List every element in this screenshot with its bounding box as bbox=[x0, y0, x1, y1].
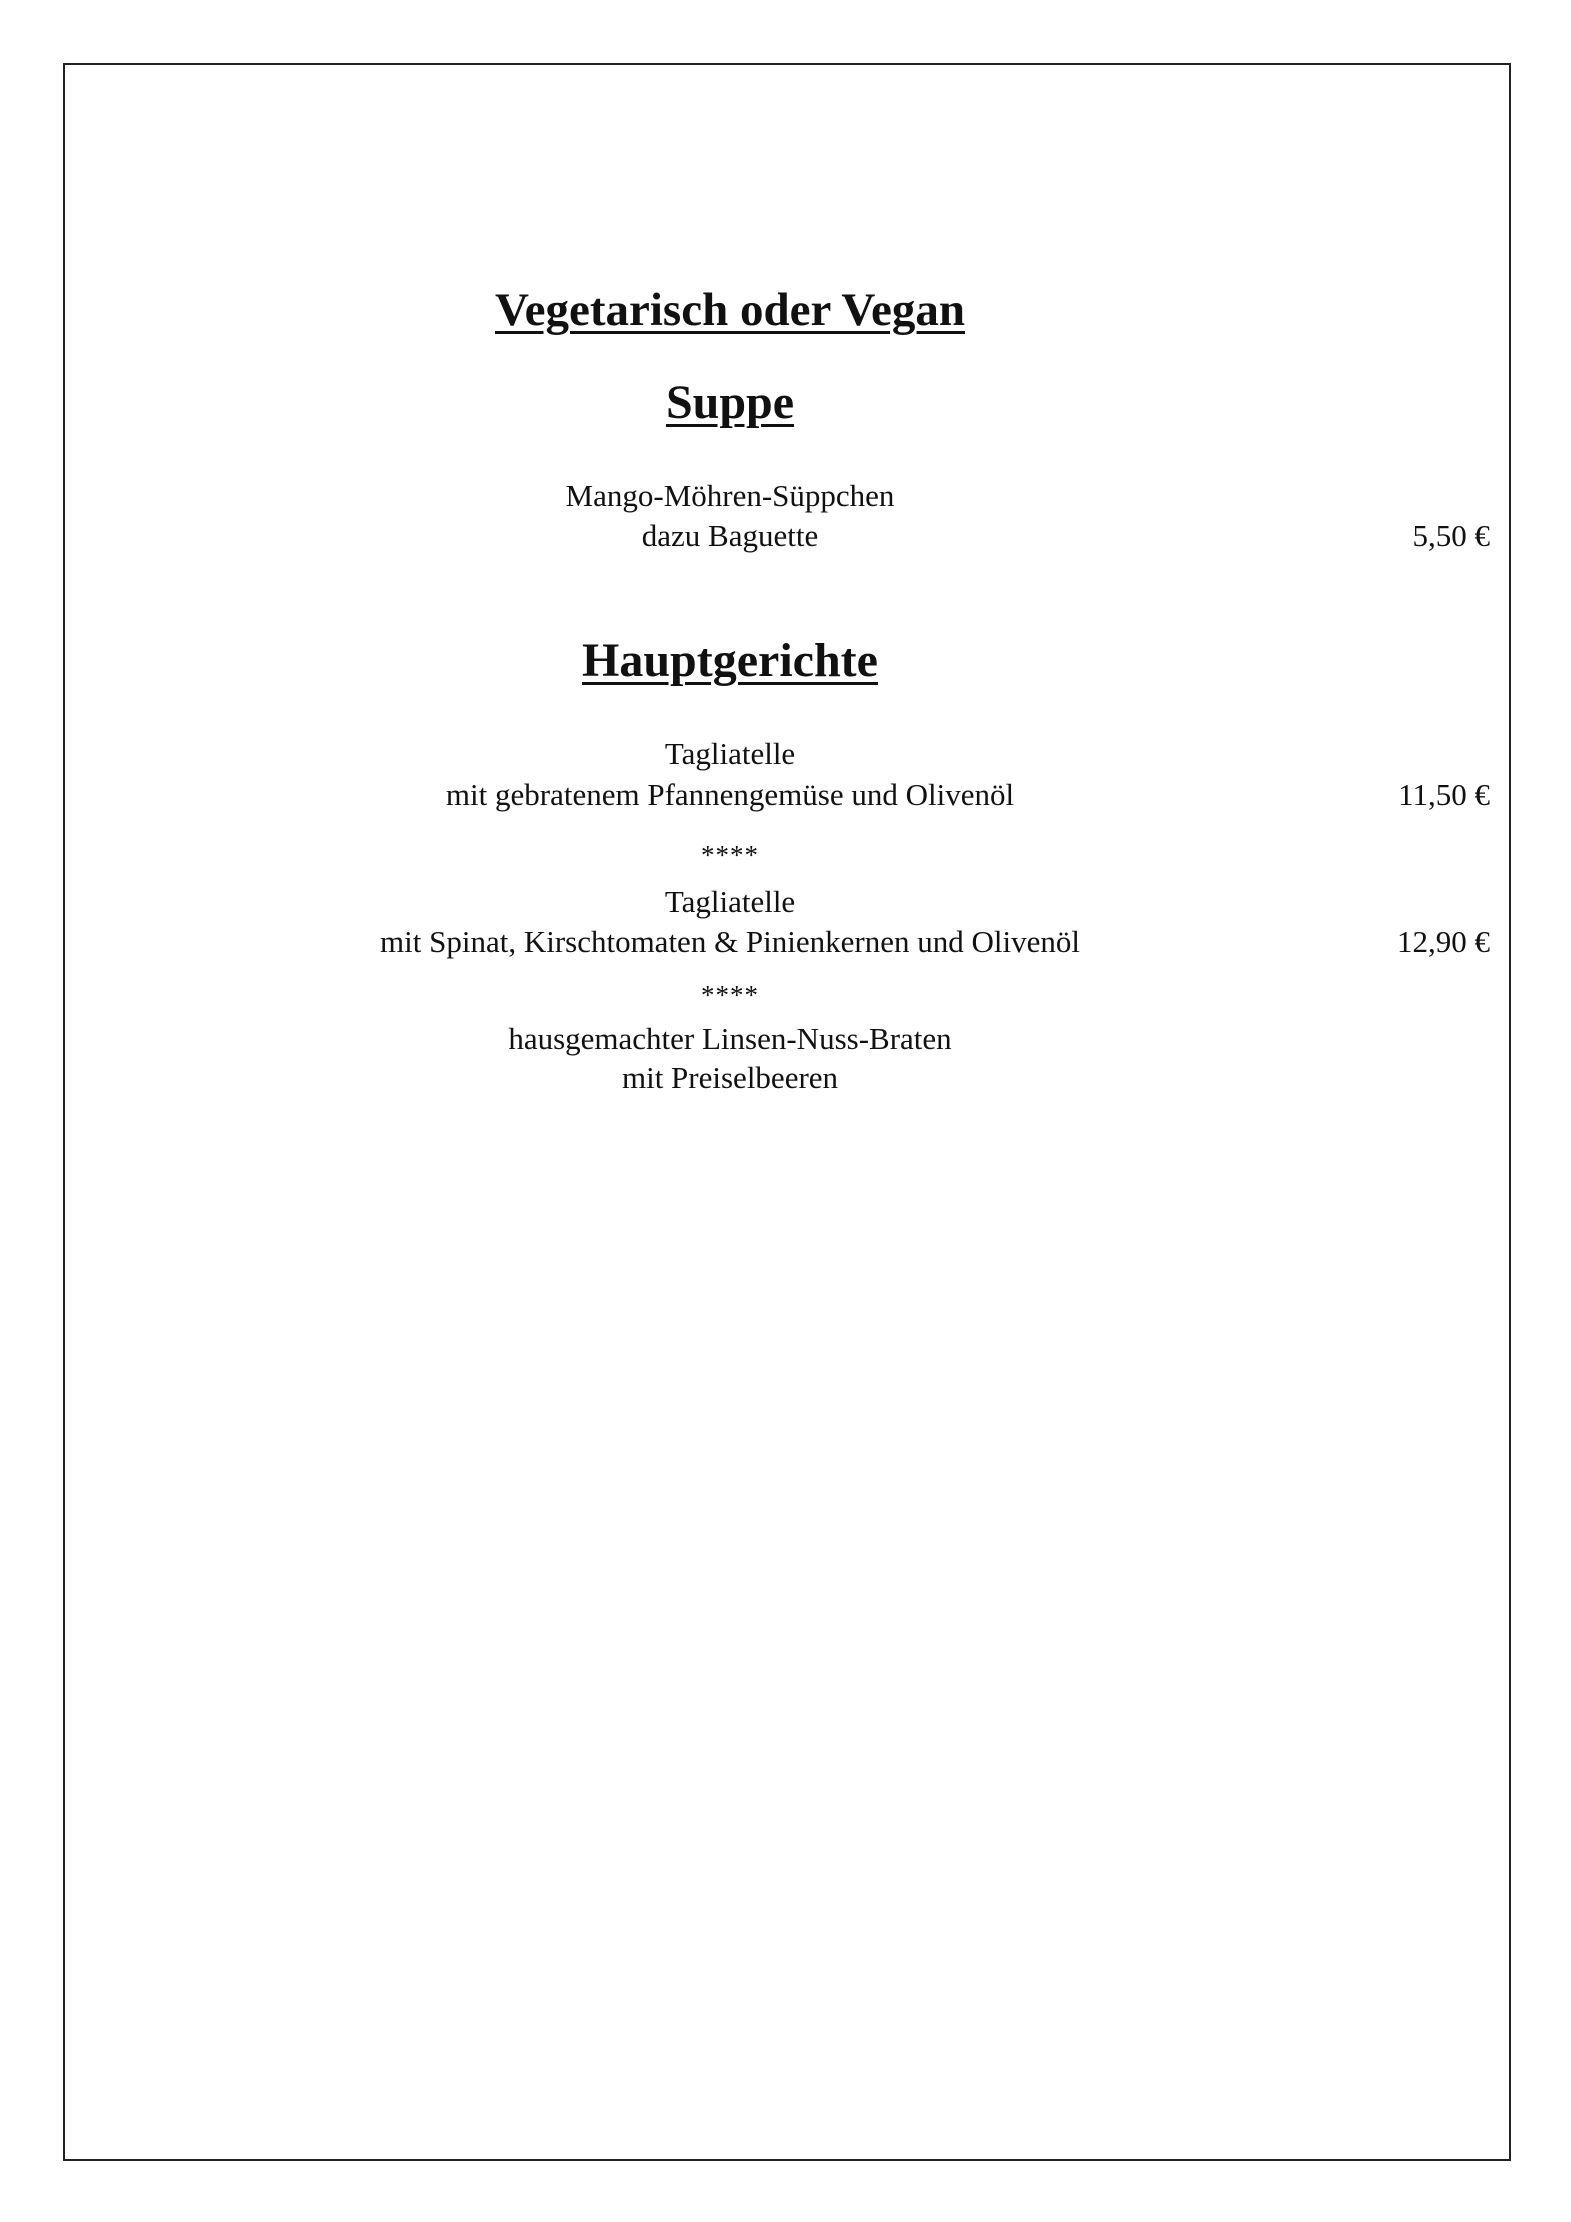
main-item-1-price: 11,50 € bbox=[1398, 777, 1490, 812]
soup-item-line-1: Mango-Möhren-Süppchen bbox=[565, 478, 895, 513]
separator: **** bbox=[701, 840, 759, 870]
section-title-mains: Hauptgerichte bbox=[582, 634, 878, 687]
separator: **** bbox=[701, 980, 759, 1010]
soup-item-price: 5,50 € bbox=[1412, 518, 1490, 553]
main-item-2-line-2: mit Spinat, Kirschtomaten & Pinienkernen und Olivenöl bbox=[380, 924, 1080, 959]
page-title: Vegetarisch oder Vegan bbox=[495, 284, 965, 336]
main-item-2-price: 12,90 € bbox=[1397, 924, 1490, 959]
soup-item-line-2: dazu Baguette bbox=[641, 518, 819, 553]
main-item-3-line-1: hausgemachter Linsen-Nuss-Braten bbox=[508, 1021, 952, 1056]
main-item-3-line-2: mit Preiselbeeren bbox=[621, 1060, 839, 1095]
section-title-soup: Suppe bbox=[665, 376, 795, 429]
main-item-1-line-1: Tagliatelle bbox=[664, 736, 796, 771]
main-item-1-line-2: mit gebratenem Pfannengemüse und Olivenöl bbox=[445, 777, 1015, 812]
main-item-2-line-1: Tagliatelle bbox=[664, 884, 796, 919]
